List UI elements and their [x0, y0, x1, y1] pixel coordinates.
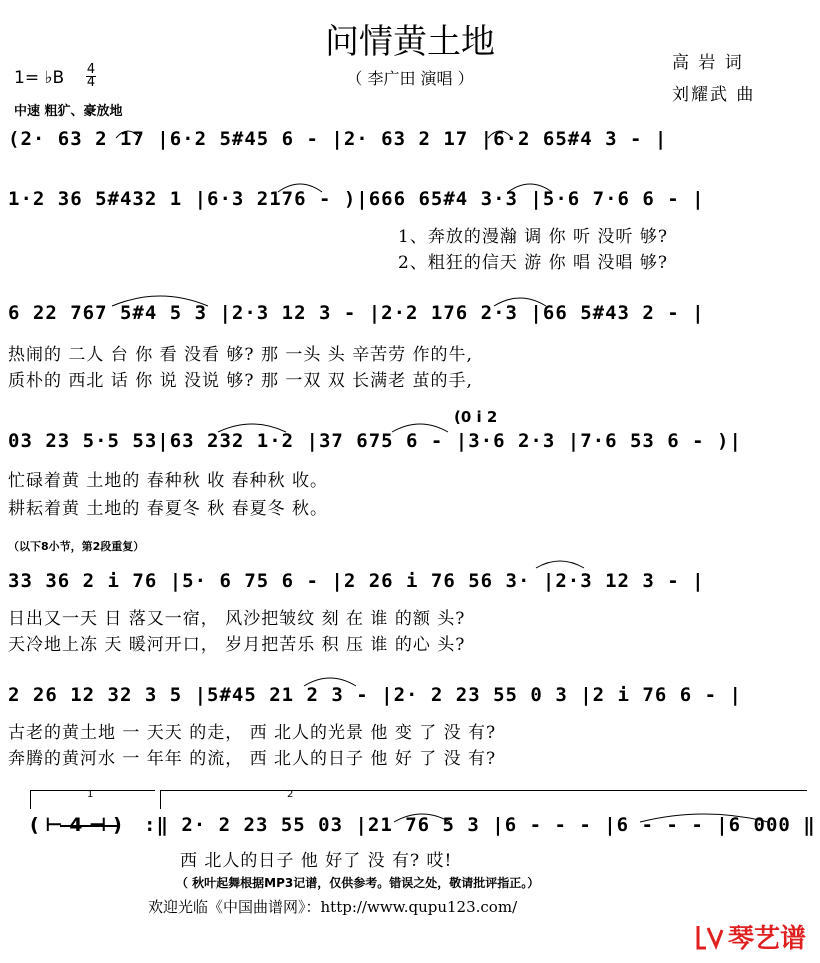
ossia-notes: (0 i 2: [454, 408, 498, 426]
lyric-line-4-verse-2: 耕耘着黄 土地的 春夏冬 秋 春夏冬 秋。: [8, 499, 329, 519]
score-line-7: :‖ 2· 2 23 55 03 |21 76 5 3 |6 - - - |6 - - - |6 000 ‖: [144, 814, 816, 836]
score-line-3: 6 22 767 5#4 5 3 |2·3 12 3 - |2·2 176 2·3 |66 5#43 2 - |: [8, 302, 705, 324]
time-signature: [86, 64, 96, 89]
website-welcome: 欢迎光临《中国曲谱网》：http://www.qupu123.com/: [148, 898, 518, 916]
lyric-line-2-verse-1: 1、奔放的漫瀚 调 你 听 没听 够?: [398, 227, 668, 247]
key-signature: 1= ♭B: [14, 68, 65, 88]
lyric-line-4-verse-1: 忙碌着黄 土地的 春种秋 收 春种秋 收。: [8, 471, 329, 491]
volta-bracket-2: [160, 790, 807, 809]
volta-1-label: 1: [87, 789, 94, 800]
tempo-marking: 中速 粗犷、豪放地: [14, 104, 123, 119]
time-signature-bottom: 4: [86, 75, 96, 90]
lyric-line-5-verse-2: 天冷地上冻 天 暖河开口， 岁月把苦乐 积 压 谁 的心 头?: [8, 635, 466, 655]
lyricist-credit: 高 岩 词: [672, 53, 744, 73]
time-signature-top: 4: [86, 62, 96, 77]
lyric-line-7: 西 北人的日子 他 好了 没 有? 哎!: [180, 851, 453, 871]
volta-bracket-1: [30, 790, 155, 809]
score-line-5: 33 36 2 i 76 |5· 6 75 6 - |2 26 i 76 56 3· |2·3 12 3 - |: [8, 570, 705, 592]
logo-text: 琴艺谱: [727, 924, 806, 954]
lyric-line-2-verse-2: 2、粗狂的信天 游 你 唱 没唱 够?: [398, 253, 668, 273]
logo-mark-icon: [694, 922, 724, 952]
lyric-line-6-verse-2: 奔腾的黄河水 一 年年 的流， 西 北人的日子 他 好 了 没 有?: [8, 749, 497, 769]
repeat-instruction: （以下8小节，第2段重复）: [8, 540, 145, 553]
score-line-1: (2· 63 2 17 |6·2 5#45 6 - |2· 63 2 17 |6·2 65#4 3 - |: [8, 128, 668, 150]
lyric-line-6-verse-1: 古老的黄土地 一 天天 的走， 西 北人的光景 他 变 了 没 有?: [8, 723, 497, 743]
transcription-note: （ 秋叶起舞根据MP3记谱，仅供参考。错误之处，敬请批评指正。）: [176, 876, 540, 890]
performer-subtitle: （ 李广田 演唱 ）: [346, 69, 474, 88]
score-line-2: 1·2 36 5#432 1 |6·3 2176 - )|666 65#4 3·3 |5·6 7·6 6 - |: [8, 188, 705, 210]
lyric-line-3-verse-2: 质朴的 西北 话 你 说 没说 够? 那 一双 双 长满老 茧的手,: [8, 371, 473, 391]
volta-2-label: 2: [287, 789, 294, 800]
multi-bar-rest: ( ⊢ 4 ⊣ ): [30, 814, 122, 836]
composer-credit: 刘耀武 曲: [672, 85, 756, 105]
score-line-6: 2 26 12 32 3 5 |5#45 21 2 3 - |2· 2 23 55 0 3 |2 i 76 6 - |: [8, 684, 742, 706]
score-line-4: 03 23 5·5 53|63 232 1·2 |37 675 6 - |3·6 2·3 |7·6 53 6 - )|: [8, 430, 742, 452]
lyric-line-3-verse-1: 热闹的 二人 台 你 看 没看 够? 那 一头 头 辛苦劳 作的牛,: [8, 345, 473, 365]
qinyipu-logo: [694, 918, 806, 955]
page-title: 问情黄土地: [325, 22, 495, 62]
lyric-line-5-verse-1: 日出又一天 日 落又一宿， 风沙把皱纹 刻 在 谁 的额 头?: [8, 609, 466, 629]
